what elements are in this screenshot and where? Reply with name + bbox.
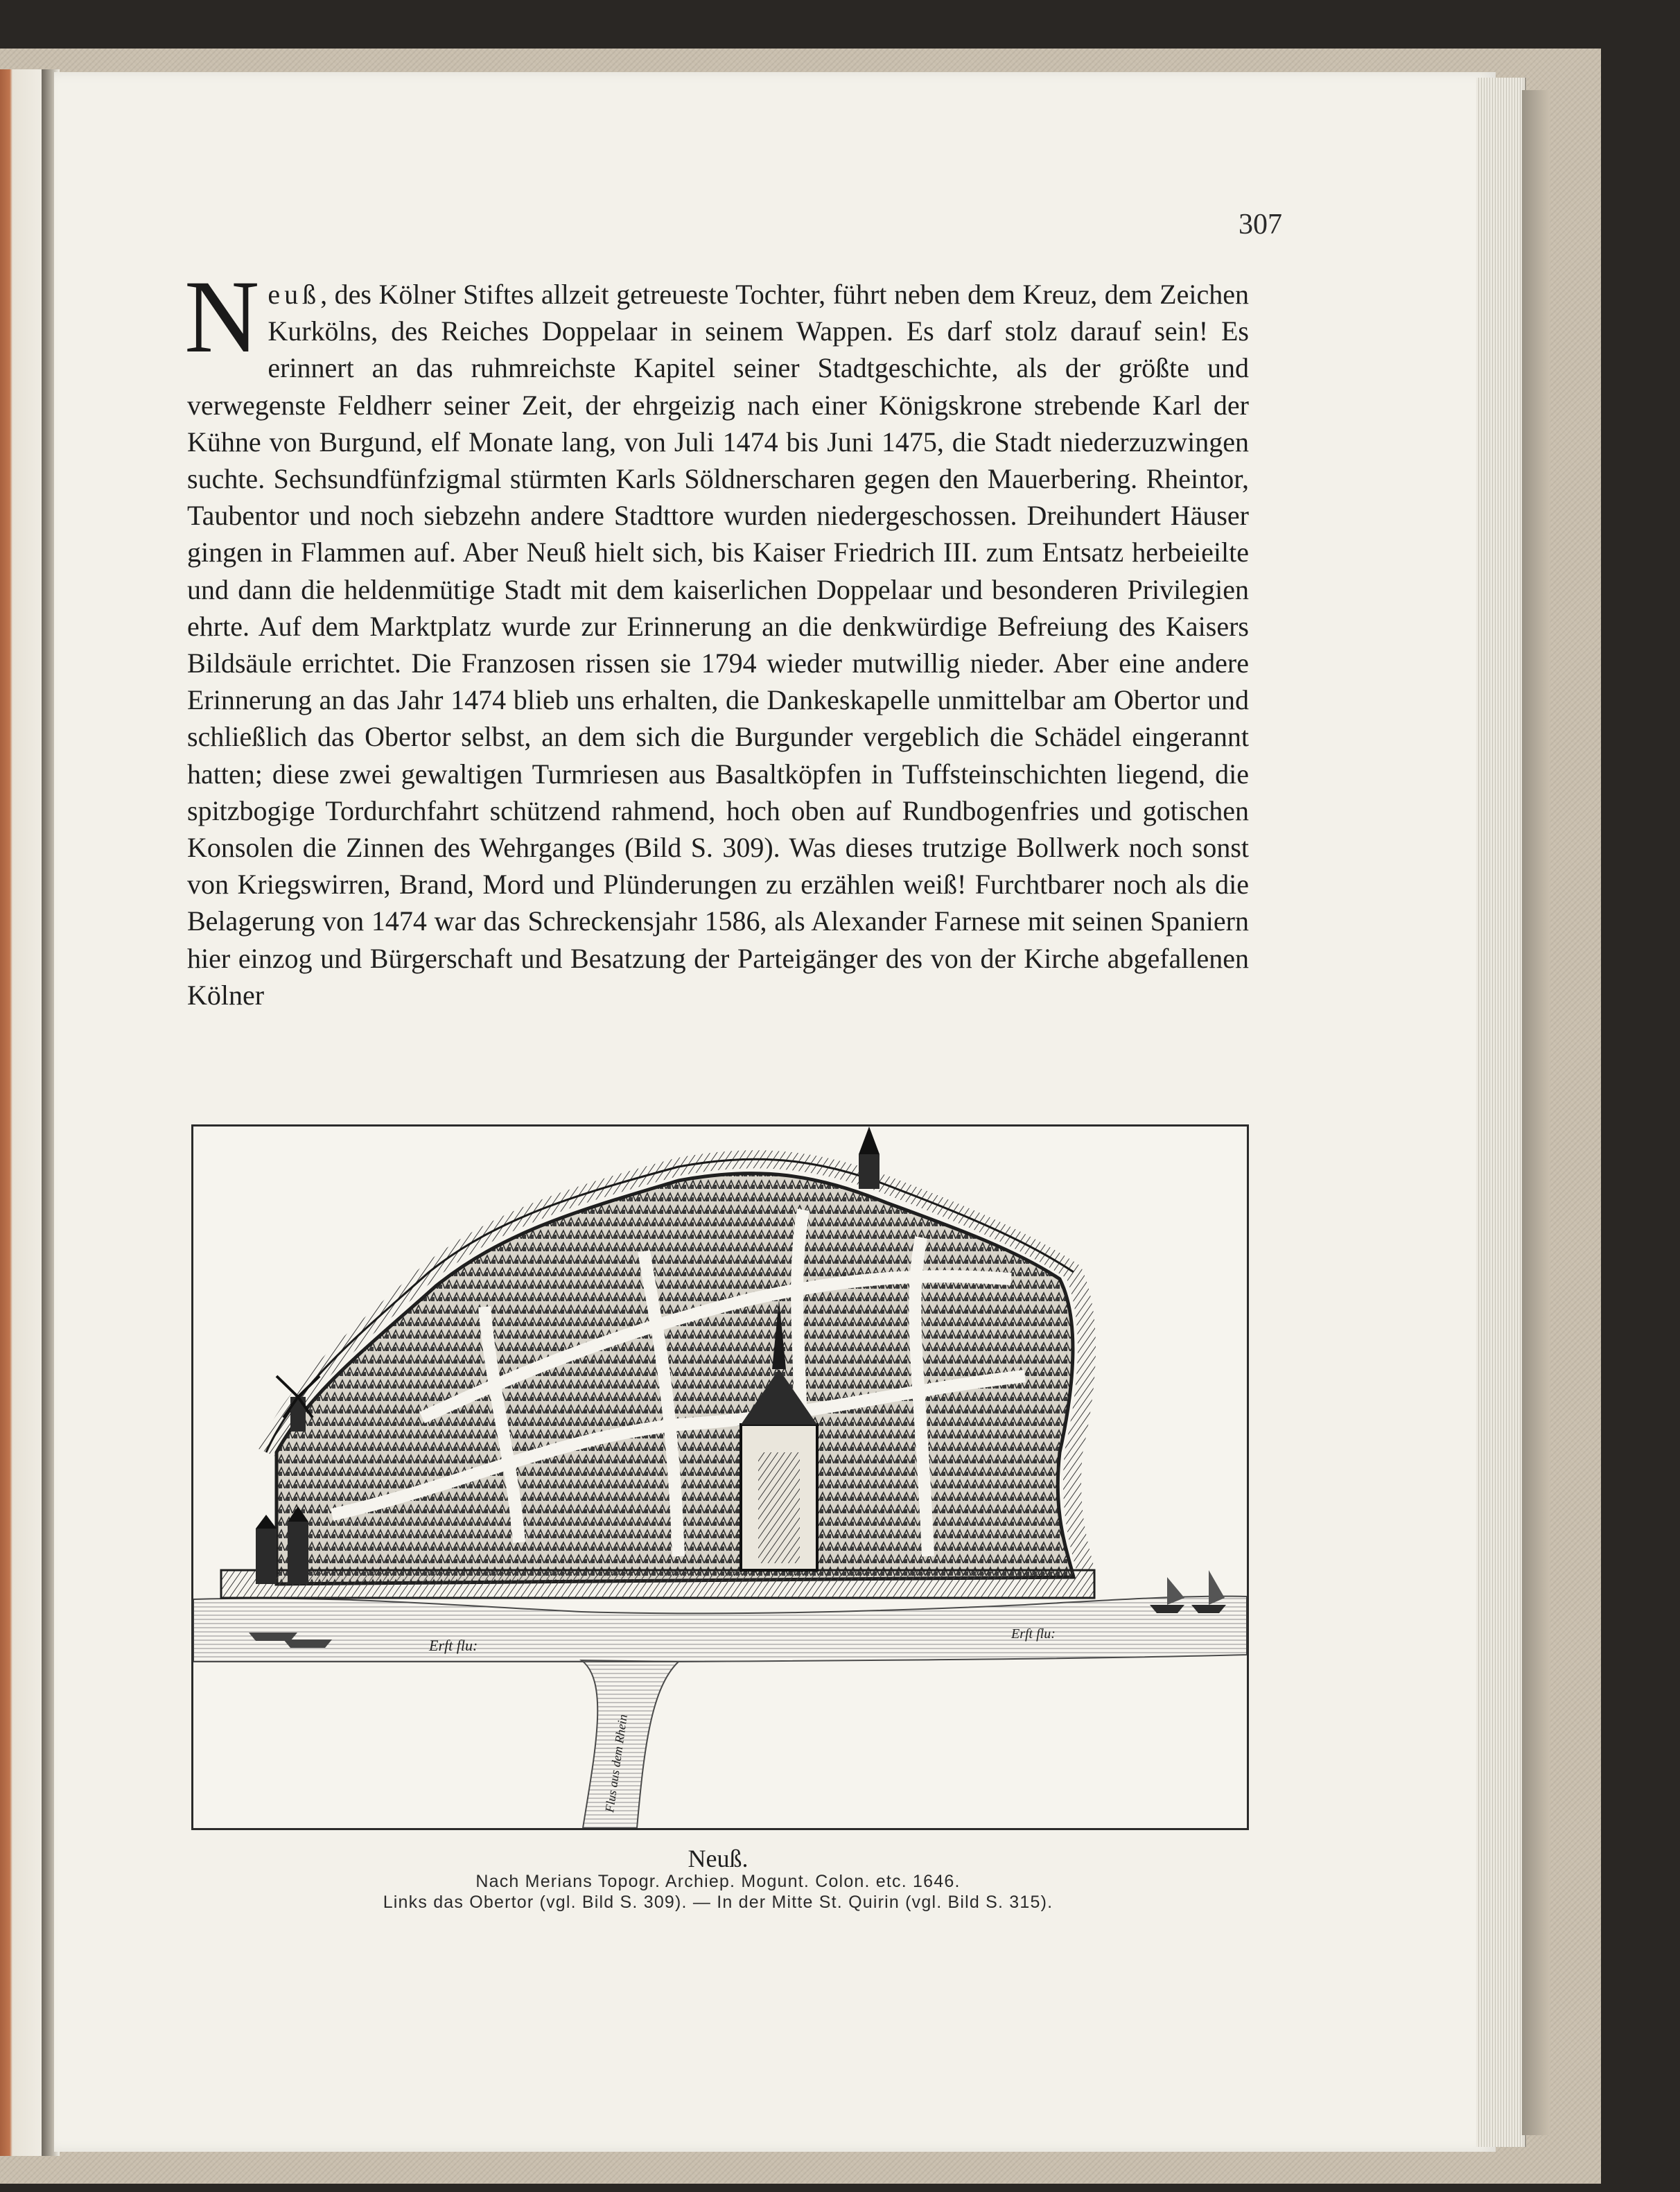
- drop-cap: N: [184, 259, 260, 374]
- figure-caption-line-1: Nach Merians Topogr. Archiep. Mogunt. Colon. etc. 1646.: [475, 1872, 961, 1891]
- page-edges: [1476, 78, 1526, 2147]
- figure-caption-line-2: Links das Obertor (vgl. Bild S. 309). — In der Mitte St. Quirin (vgl. Bild S. 315).: [383, 1893, 1053, 1912]
- river-wall: [221, 1570, 1094, 1598]
- map-label-erft-left: Erft flu:: [429, 1637, 478, 1654]
- page-edge-shadow: [1522, 90, 1550, 2135]
- map-figure: [191, 1124, 1249, 1830]
- map-label-channel: Flus aus dem Rhein: [602, 1713, 630, 1813]
- figure-caption-title: Neuß.: [688, 1845, 749, 1872]
- north-gate-tower: [859, 1127, 880, 1189]
- neuss-map-engraving: [193, 1127, 1247, 1828]
- spaced-word: euß: [268, 279, 321, 310]
- map-label-erft-right: Erft flu:: [1011, 1626, 1056, 1642]
- paragraph: , des Kölner Stiftes allzeit getreueste Tochter, führt neben dem Kreuz, dem Zeichen Kurkölns, des Reiches Doppelaar in seinem Wappen. Es darf stolz darauf sein! Es erinnert an das ruhmreichste Kapitel seiner Stadtgeschichte, als der größte und verwegenste Feldherr seiner Zeit, der ehrgeizig nach einer Königskrone strebende Karl der Kühne von Burgund, elf Monate lang, von Juli 1474 bis Juni 1475, die Stadt niederzuzwingen suchte. Sechsundfünfzigmal stürmten Karls Söldnerscharen gegen den Mauerbering. Rheintor, Taubentor und noch siebzehn andere Stadttore wurden niedergeschossen. Dreihundert Häuser gingen in Flammen auf. Aber Neuß hielt sich, bis Kaiser Friedrich III. zum Entsatz herbeieilte und dann die heldenmütige Stadt mit dem kaiserlichen Doppelaar und besonderen Privilegien ehrte. Auf dem Marktplatz wurde zur Erinnerung an die denkwürdige Befreiung des Kaisers Bildsäule errichtet. Die Franzosen rissen sie 1794 wieder mutwillig nieder. Aber eine andere Erinnerung an das Jahr 1474 blieb uns erhalten, die Dankeskapelle unmittelbar am Obertor und schließlich das Obertor selbst, an dem sich die Burgunder vergeblich die Schädel eingerannt hatten; diese zwei gewaltigen Turmriesen aus Basaltköpfen in Tuffsteinschichten liegend, die spitzbogige Tordurchfahrt schützend rahmend, hoch oben auf Rundbogenfries und gotischen Konsolen die Zinnen des Wehrganges (Bild S. 309). Was dieses trutzige Bollwerk noch sonst von Kriegswirren, Brand, Mord und Plünderungen zu erzählen weiß! Furchtbarer noch als die Belagerung von 1474 war das Schreckensjahr 1586, als Alexander Farnese mit seinen Spaniern hier einzog und Bürgerschaft und Besatzung der Parteigänger des von der Kirche abgefallenen Kölner: [187, 279, 1249, 1011]
- erft-river: [193, 1597, 1247, 1662]
- page-number: 307: [1239, 209, 1282, 241]
- body-text: [184, 259, 1249, 1014]
- rhine-channel: [581, 1660, 679, 1828]
